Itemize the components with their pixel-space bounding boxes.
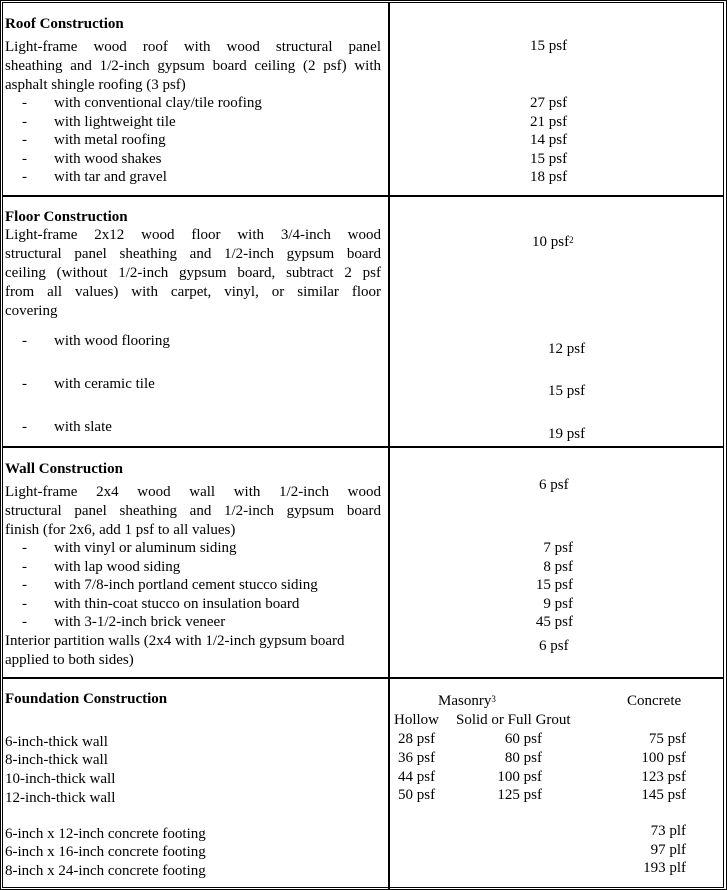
wall-item-value: 45 psf	[535, 614, 573, 630]
roof-item-value: 18 psf	[530, 169, 568, 185]
roof-item-value: 14 psf	[530, 132, 568, 148]
concrete-value: 75 psf	[648, 731, 686, 747]
wall-item-value: 7 psf	[543, 540, 573, 556]
wall-item: - with vinyl or aluminum siding	[22, 540, 237, 556]
floor-desc-line-1: Light-frame 2x12 wood floor with 3/4-inch wood	[5, 227, 381, 243]
foundation-wall-label: 6-inch-thick wall	[5, 734, 108, 750]
foundation-wall-label: 10-inch-thick wall	[5, 771, 116, 787]
wall-item-value: 15 psf	[535, 577, 573, 593]
foundation-heading: Foundation Construction	[5, 691, 168, 707]
footing-label: 6-inch x 12-inch concrete footing	[5, 826, 206, 842]
roof-desc-line-1: Light-frame wood roof with wood structural panel	[5, 39, 381, 55]
solid-grout-value: 100 psf	[497, 769, 542, 785]
concrete-value: 123 psf	[641, 769, 686, 785]
floor-item: - with wood flooring	[22, 333, 170, 349]
floor-desc-line-2: structural panel sheathing and 1/2-inch gypsum board	[5, 246, 381, 262]
floor-heading: Floor Construction	[5, 209, 128, 225]
column-divider	[388, 448, 390, 677]
floor-item: - with slate	[22, 419, 112, 435]
hollow-value: 44 psf	[398, 769, 436, 785]
roof-item: - with tar and gravel	[22, 169, 167, 185]
hollow-value: 36 psf	[398, 750, 436, 766]
floor-desc-line-5: covering	[5, 303, 58, 319]
wall-item: - with 7/8-inch portland cement stucco siding	[22, 577, 318, 593]
wall-desc-line-3: finish (for 2x6, add 1 psf to all values)	[5, 522, 236, 538]
floor-desc-line-4: from all values) with carpet, vinyl, or similar floor	[5, 284, 381, 300]
footnote-marker: 2	[569, 235, 574, 245]
solid-grout-header: Solid or Full Grout	[456, 712, 571, 728]
roof-section	[3, 3, 723, 197]
wall-item: - with lap wood siding	[22, 559, 181, 575]
floor-item-value: 15 psf	[548, 383, 586, 399]
roof-item-value: 27 psf	[530, 95, 568, 111]
roof-item: - with wood shakes	[22, 151, 162, 167]
floor-section	[3, 197, 723, 448]
floor-base-value: 10 psf$^2$	[532, 234, 574, 250]
concrete-value: 145 psf	[641, 787, 686, 803]
footing-value: 73 plf	[650, 823, 686, 839]
floor-item-value: 12 psf	[548, 341, 586, 357]
wall-desc-line-1: Light-frame 2x4 wood wall with 1/2-inch wood	[5, 484, 381, 500]
footing-label: 8-inch x 24-inch concrete footing	[5, 863, 206, 879]
roof-base-value: 15 psf	[530, 38, 568, 54]
foundation-wall-label: 12-inch-thick wall	[5, 790, 116, 806]
wall-section	[3, 448, 723, 679]
solid-grout-value: 60 psf	[504, 731, 542, 747]
footing-label: 6-inch x 16-inch concrete footing	[5, 844, 206, 860]
wall-base-value: 6 psf	[539, 477, 569, 493]
roof-item-value: 15 psf	[530, 151, 568, 167]
wall-item-value: 9 psf	[543, 596, 573, 612]
roof-desc-line-2: sheathing and 1/2-inch gypsum board ceiling (2 psf) with	[5, 58, 381, 74]
wall-item: - with thin-coat stucco on insulation board	[22, 596, 300, 612]
interior-walls-line-1: Interior partition walls (2x4 with 1/2-inch gypsum board	[5, 633, 345, 649]
roof-item: - with metal roofing	[22, 132, 166, 148]
hollow-value: 28 psf	[398, 731, 436, 747]
column-divider	[388, 3, 390, 195]
wall-desc-line-2: structural panel sheathing and 1/2-inch gypsum board	[5, 503, 381, 519]
footing-value: 97 plf	[650, 842, 686, 858]
interior-walls-line-2: applied to both sides)	[5, 652, 134, 668]
wall-item: - with 3-1/2-inch brick veneer	[22, 614, 226, 630]
solid-grout-value: 80 psf	[504, 750, 542, 766]
floor-item-value: 19 psf	[548, 426, 586, 442]
roof-item: - with lightweight tile	[22, 114, 176, 130]
wall-heading: Wall Construction	[5, 461, 123, 477]
footing-value: 193 plf	[643, 860, 686, 876]
roof-heading: Roof Construction	[5, 16, 124, 32]
interior-walls-value: 6 psf	[539, 638, 569, 654]
foundation-wall-label: 8-inch-thick wall	[5, 752, 108, 768]
concrete-value: 100 psf	[641, 750, 686, 766]
hollow-header: Hollow	[394, 712, 439, 728]
footnote-marker: 3	[491, 694, 496, 704]
masonry-header: Masonry$^3$	[438, 693, 496, 709]
floor-item: - with ceramic tile	[22, 376, 155, 392]
floor-desc-line-3: ceiling (without 1/2-inch gypsum board, subtract 2 psf	[5, 265, 381, 281]
column-divider	[388, 197, 390, 446]
wall-item-value: 8 psf	[543, 559, 573, 575]
column-divider	[388, 679, 390, 890]
hollow-value: 50 psf	[398, 787, 436, 803]
solid-grout-value: 125 psf	[497, 787, 542, 803]
foundation-section	[3, 679, 723, 890]
roof-desc-line-3: asphalt shingle roofing (3 psf)	[5, 77, 186, 93]
roof-item-value: 21 psf	[530, 114, 568, 130]
roof-item: - with conventional clay/tile roofing	[22, 95, 262, 111]
concrete-header: Concrete	[627, 693, 682, 709]
